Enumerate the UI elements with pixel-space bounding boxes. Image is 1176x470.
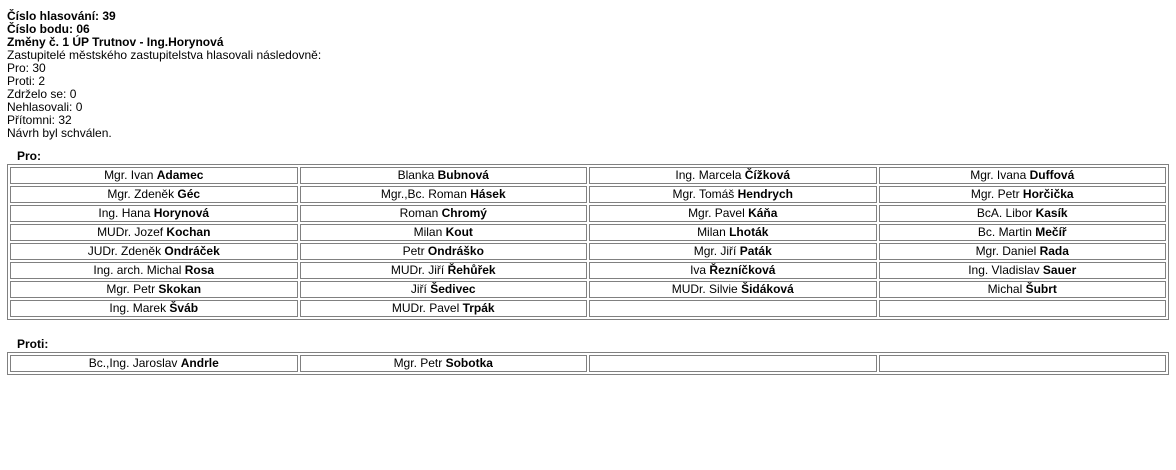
member-title-firstname: Mgr.,Bc. Roman bbox=[380, 187, 471, 201]
member-surname: Lhoták bbox=[729, 225, 769, 239]
member-cell bbox=[879, 281, 1167, 298]
member-cell bbox=[10, 243, 298, 260]
member-surname: Káňa bbox=[748, 206, 778, 220]
member-cell bbox=[879, 205, 1167, 222]
member-cell bbox=[589, 300, 877, 317]
member-cell bbox=[879, 355, 1167, 372]
member-cell bbox=[589, 224, 877, 241]
member-cell bbox=[10, 262, 298, 279]
member-cell bbox=[589, 186, 877, 203]
table-row bbox=[10, 186, 1166, 203]
member-surname: Trpák bbox=[462, 301, 495, 315]
member-title-firstname: MUDr. Silvie bbox=[671, 282, 742, 296]
count-nehlasovali: Nehlasovali: 0 bbox=[7, 100, 83, 114]
member-cell bbox=[879, 167, 1167, 184]
member-cell bbox=[879, 262, 1167, 279]
table-row bbox=[10, 167, 1166, 184]
member-surname: Duffová bbox=[1029, 168, 1075, 182]
member-cell bbox=[300, 224, 588, 241]
member-title-firstname: Mgr. Daniel bbox=[975, 244, 1040, 258]
member-surname: Šváb bbox=[169, 301, 199, 315]
member-title-firstname: Iva bbox=[690, 263, 710, 277]
member-surname: Chromý bbox=[441, 206, 487, 220]
pro-table bbox=[7, 164, 1169, 320]
member-surname: Andrle bbox=[180, 356, 219, 370]
count-zdrzelo: Zdrželo se: 0 bbox=[7, 87, 77, 101]
member-surname: Skokan bbox=[158, 282, 202, 296]
member-cell bbox=[589, 205, 877, 222]
member-cell bbox=[300, 262, 588, 279]
vote-header bbox=[7, 10, 1169, 140]
count-proti: Proti: 2 bbox=[7, 74, 46, 88]
member-surname: Horynová bbox=[153, 206, 210, 220]
table-row bbox=[10, 243, 1166, 260]
member-cell bbox=[589, 355, 877, 372]
member-cell bbox=[10, 355, 298, 372]
member-surname: Mečíř bbox=[1035, 225, 1067, 239]
member-surname: Kochan bbox=[166, 225, 211, 239]
table-row bbox=[10, 281, 1166, 298]
table-row bbox=[10, 224, 1166, 241]
table-row bbox=[10, 300, 1166, 317]
member-surname: Čížková bbox=[744, 168, 791, 182]
member-title-firstname: Mgr. Ivan bbox=[104, 168, 157, 182]
member-surname: Kout bbox=[445, 225, 473, 239]
member-surname: Ondráško bbox=[427, 244, 484, 258]
member-cell bbox=[10, 167, 298, 184]
member-surname: Sobotka bbox=[445, 356, 493, 370]
member-cell bbox=[300, 300, 588, 317]
member-title-firstname: Milan bbox=[413, 225, 446, 239]
vote-number: Číslo hlasování: 39 bbox=[7, 9, 116, 23]
member-title-firstname: Mgr. Ivana bbox=[970, 168, 1030, 182]
member-surname: Horčička bbox=[1022, 187, 1074, 201]
member-cell bbox=[300, 355, 588, 372]
member-cell bbox=[879, 243, 1167, 260]
member-cell bbox=[300, 281, 588, 298]
vote-intro: Zastupitelé městského zastupitelstva hlasovali následovně: bbox=[7, 48, 322, 62]
member-surname: Rosa bbox=[184, 263, 215, 277]
item-number: Číslo bodu: 06 bbox=[7, 22, 90, 36]
member-cell bbox=[10, 281, 298, 298]
member-cell bbox=[10, 224, 298, 241]
pro-section-title: Pro: bbox=[17, 149, 41, 163]
member-cell bbox=[300, 205, 588, 222]
count-pro: Pro: 30 bbox=[7, 61, 46, 75]
member-title-firstname: Mgr. Petr bbox=[393, 356, 446, 370]
member-title-firstname: Mgr. Zdeněk bbox=[107, 187, 178, 201]
member-title-firstname: Mgr. Petr bbox=[970, 187, 1023, 201]
proti-section-title: Proti: bbox=[17, 337, 49, 351]
member-surname: Řehůřek bbox=[447, 263, 496, 277]
vote-result: Návrh byl schválen. bbox=[7, 126, 112, 140]
member-title-firstname: Bc. Martin bbox=[977, 225, 1036, 239]
count-pritomni: Přítomni: 32 bbox=[7, 113, 72, 127]
member-title-firstname: Bc.,Ing. Jaroslav bbox=[88, 356, 181, 370]
member-cell bbox=[10, 205, 298, 222]
member-title-firstname: Ing. Marek bbox=[109, 301, 170, 315]
vote-subject: Změny č. 1 ÚP Trutnov - Ing.Horynová bbox=[7, 35, 224, 49]
table-row bbox=[10, 262, 1166, 279]
member-cell bbox=[300, 186, 588, 203]
member-surname: Géc bbox=[177, 187, 201, 201]
member-surname: Hásek bbox=[470, 187, 506, 201]
member-title-firstname: JUDr. Zdeněk bbox=[87, 244, 165, 258]
table-row bbox=[10, 355, 1166, 372]
member-cell bbox=[589, 281, 877, 298]
member-surname: Kasík bbox=[1035, 206, 1068, 220]
member-title-firstname: Mgr. Tomáš bbox=[672, 187, 738, 201]
member-cell bbox=[589, 262, 877, 279]
member-title-firstname: Blanka bbox=[397, 168, 438, 182]
member-title-firstname: Ing. Vladislav bbox=[968, 263, 1043, 277]
member-cell bbox=[879, 224, 1167, 241]
table-row bbox=[10, 205, 1166, 222]
member-surname: Šidáková bbox=[741, 282, 794, 296]
member-surname: Sauer bbox=[1042, 263, 1077, 277]
member-cell bbox=[300, 243, 588, 260]
member-cell bbox=[879, 300, 1167, 317]
member-surname: Adamec bbox=[156, 168, 204, 182]
member-surname: Ondráček bbox=[164, 244, 220, 258]
member-cell bbox=[589, 243, 877, 260]
member-surname: Paták bbox=[739, 244, 772, 258]
member-cell bbox=[10, 300, 298, 317]
member-title-firstname: MUDr. Jiří bbox=[390, 263, 448, 277]
member-title-firstname: Mgr. Pavel bbox=[688, 206, 749, 220]
member-surname: Řezníčková bbox=[709, 263, 776, 277]
member-title-firstname: MUDr. Pavel bbox=[391, 301, 463, 315]
member-cell bbox=[10, 186, 298, 203]
member-title-firstname: Petr bbox=[402, 244, 428, 258]
member-cell bbox=[879, 186, 1167, 203]
member-cell bbox=[300, 167, 588, 184]
member-title-firstname: Ing. Marcela bbox=[675, 168, 745, 182]
member-surname: Bubnová bbox=[437, 168, 489, 182]
member-surname: Šedivec bbox=[430, 282, 476, 296]
member-title-firstname: Roman bbox=[399, 206, 442, 220]
member-title-firstname: Ing. arch. Michal bbox=[93, 263, 185, 277]
member-title-firstname: Ing. Hana bbox=[98, 206, 154, 220]
proti-table bbox=[7, 352, 1169, 375]
member-title-firstname: Mgr. Jiří bbox=[693, 244, 740, 258]
member-title-firstname: BcA. Libor bbox=[976, 206, 1036, 220]
member-title-firstname: MUDr. Jozef bbox=[97, 225, 167, 239]
member-surname: Rada bbox=[1039, 244, 1069, 258]
member-title-firstname: Michal bbox=[987, 282, 1026, 296]
member-cell bbox=[589, 167, 877, 184]
member-surname: Hendrych bbox=[737, 187, 793, 201]
member-surname: Šubrt bbox=[1025, 282, 1057, 296]
member-title-firstname: Jiří bbox=[410, 282, 431, 296]
member-title-firstname: Milan bbox=[697, 225, 730, 239]
member-title-firstname: Mgr. Petr bbox=[106, 282, 159, 296]
